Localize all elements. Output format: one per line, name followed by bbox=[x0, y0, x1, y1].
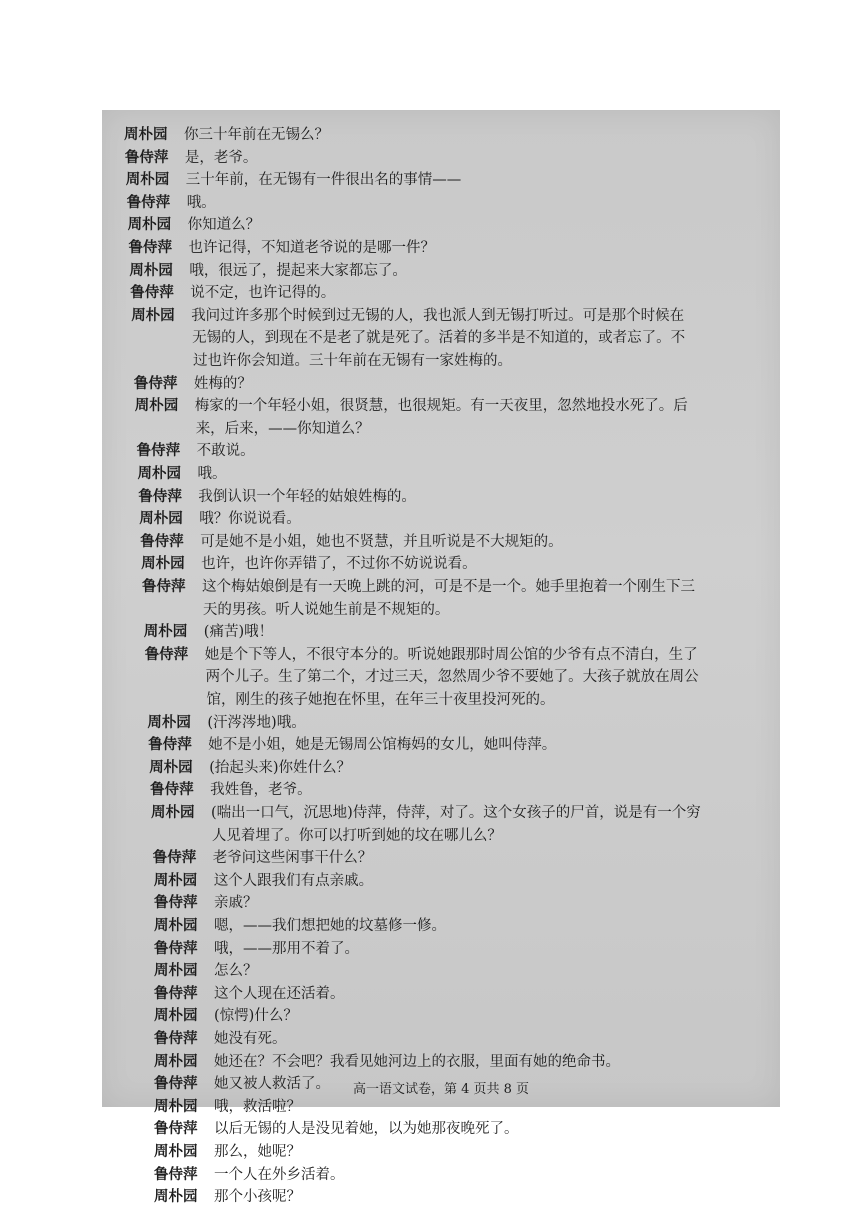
speech-text: 说不定，也许记得的。 bbox=[190, 285, 336, 302]
speaker-name: 周朴园 bbox=[139, 510, 183, 528]
page-footer: 高一语文试卷，第 4 页共 8 页 bbox=[352, 1082, 530, 1097]
speaker-name: 周朴园 bbox=[147, 713, 191, 731]
dialogue-line bbox=[141, 553, 477, 575]
speech-continuation: 馆，刚生的孩子她抱在怀里，在年三十夜里投河死的。 bbox=[206, 692, 555, 708]
speech-text: 老爷问这些闲事干什么？ bbox=[212, 850, 373, 867]
dialogue-line bbox=[145, 644, 698, 666]
speaker-name: 鲁侍萍 bbox=[144, 645, 189, 663]
speaker-name: 周朴园 bbox=[143, 623, 188, 641]
dialogue-line bbox=[154, 960, 258, 982]
speech-text: 她又被人救活了。 bbox=[214, 1076, 330, 1093]
speaker-name: 鲁侍萍 bbox=[124, 148, 169, 166]
speech-text: 哦。 bbox=[197, 466, 227, 482]
dialogue-line bbox=[126, 169, 462, 191]
dialogue-line bbox=[154, 983, 345, 1005]
speaker-name: 鲁侍萍 bbox=[154, 1165, 198, 1183]
speech-text: 是，老爷。 bbox=[184, 149, 258, 166]
speech-text: 她没有死。 bbox=[214, 1031, 287, 1047]
dialogue-line bbox=[127, 192, 216, 214]
speech-text: 哦。 bbox=[186, 194, 216, 211]
dialogue-line bbox=[148, 734, 556, 756]
speech-text: 哦，救活啦？ bbox=[214, 1098, 301, 1115]
speech-text: 那个小孩呢？ bbox=[214, 1189, 301, 1206]
speech-continuation: 过也许你会知道。三十年前在无锡有一家姓梅的。 bbox=[193, 353, 512, 369]
speech-text: 她还在？不会吧？我看见她河边上的衣服，里面有她的绝命书。 bbox=[214, 1053, 620, 1070]
speech-text: 我问过许多那个时候到过无锡的人，我也派人到无锡打听过。可是那个时候在 bbox=[191, 307, 685, 324]
speech-continuation: 天的男孩。听人说她生前是不规矩的。 bbox=[202, 601, 450, 618]
speech-continuation: 无锡的人，到现在不是老了就是死了。活着的多半是不知道的，或者忘了。不 bbox=[192, 330, 686, 347]
speech-text: 你知道么？ bbox=[187, 217, 261, 234]
dialogue-line bbox=[144, 621, 273, 643]
speaker-name: 周朴园 bbox=[131, 306, 175, 324]
speaker-name: 鲁侍萍 bbox=[154, 939, 198, 957]
speech-text: 怎么？ bbox=[214, 963, 258, 980]
dialogue-line bbox=[154, 1186, 301, 1208]
speaker-name: 周朴园 bbox=[154, 962, 198, 980]
speaker-name: 鲁侍萍 bbox=[148, 736, 192, 754]
dialogue-line bbox=[154, 1164, 345, 1186]
speech-text: 哦，——那用不着了。 bbox=[214, 940, 359, 957]
dialogue-line bbox=[154, 1118, 519, 1140]
speaker-name: 周朴园 bbox=[154, 1052, 198, 1070]
speaker-name: 鲁侍萍 bbox=[152, 849, 197, 867]
speaker-name: 周朴园 bbox=[151, 804, 195, 821]
dialogue-line bbox=[154, 1096, 301, 1118]
speech-text: 那么，她呢？ bbox=[214, 1144, 301, 1160]
dialogue-line bbox=[147, 712, 305, 734]
speech-text: 以后无锡的人是没见着她，以为她那夜晚死了。 bbox=[214, 1121, 519, 1138]
dialogue-line bbox=[154, 1005, 298, 1027]
speech-text: 这个人跟我们有点亲戚。 bbox=[213, 872, 374, 889]
speech-continuation: 两个儿子。生了第二个，才过三天，忽然周少爷不要她了。大孩子就放在周公 bbox=[205, 669, 699, 686]
speaker-name: 鲁侍萍 bbox=[150, 781, 194, 799]
speech-text: (痛苦)哦！ bbox=[203, 624, 274, 641]
speech-text: (抬起头来)你姓什么？ bbox=[209, 759, 352, 776]
dialogue-line bbox=[154, 1028, 287, 1050]
speech-text: 这个梅姑娘倒是有一天晚上跳的河，可是不是一个。她手里抱着一个刚生下三 bbox=[202, 579, 695, 595]
dialogue-line bbox=[140, 531, 563, 553]
speech-text: 她是个下等人，不很守本分的。听说她跟那时周公馆的少爷有点不清白，生了 bbox=[204, 646, 698, 663]
dialogue-line bbox=[129, 260, 407, 282]
scanned-exam-page bbox=[102, 110, 780, 1206]
dialogue-line bbox=[154, 892, 258, 914]
dialogue-line bbox=[149, 757, 351, 779]
speaker-name: 周朴园 bbox=[154, 1143, 198, 1160]
speaker-name: 鲁侍萍 bbox=[154, 1120, 198, 1138]
speaker-name: 周朴园 bbox=[127, 216, 172, 234]
dialogue-line bbox=[131, 305, 684, 327]
dialogue-line bbox=[153, 847, 373, 869]
speaker-name: 周朴园 bbox=[124, 126, 168, 143]
speaker-name: 周朴园 bbox=[153, 871, 198, 889]
speech-text: (惊愕)什么？ bbox=[214, 1008, 298, 1025]
dialogue-line bbox=[134, 373, 252, 395]
dialogue-line bbox=[139, 508, 301, 530]
speech-text: (喘出一口气，沉思地)侍萍，侍萍，对了。这个女孩子的尸首，说是有一个穷 bbox=[211, 805, 701, 821]
speaker-name: 周朴园 bbox=[129, 261, 173, 279]
dialogue-line bbox=[137, 440, 255, 462]
dialogue-line bbox=[142, 576, 695, 598]
speech-text: 可是她不是小姐，她也不贤慧，并且听说是不大规矩的。 bbox=[200, 533, 563, 550]
dialogue-line bbox=[154, 1141, 301, 1163]
dialogue-line bbox=[154, 1051, 620, 1073]
speaker-name: 周朴园 bbox=[134, 397, 179, 415]
speaker-name: 鲁侍萍 bbox=[138, 487, 182, 505]
speaker-name: 周朴园 bbox=[154, 1097, 198, 1115]
dialogue-line bbox=[151, 802, 701, 824]
speech-text: 嗯，——我们想把她的坟墓修一修。 bbox=[214, 918, 446, 934]
speaker-name: 鲁侍萍 bbox=[128, 239, 172, 256]
speech-text: 哦，很远了，提起来大家都忘了。 bbox=[189, 262, 407, 279]
speech-text: 亲戚？ bbox=[214, 895, 258, 912]
speaker-name: 周朴园 bbox=[125, 171, 170, 189]
speaker-name: 鲁侍萍 bbox=[142, 578, 186, 595]
speaker-name: 鲁侍萍 bbox=[154, 1075, 198, 1093]
speech-text: 哦？你说说看。 bbox=[199, 511, 301, 528]
speech-text: (汗涔涔地)哦。 bbox=[207, 714, 306, 731]
speaker-name: 周朴园 bbox=[154, 1007, 198, 1025]
speech-text: 也许，也许你弄错了，不过你不妨说说看。 bbox=[201, 556, 477, 573]
speaker-name: 鲁侍萍 bbox=[136, 442, 181, 460]
speech-continuation: 来，后来，——你知道么？ bbox=[195, 420, 370, 437]
speaker-name: 周朴园 bbox=[137, 465, 181, 482]
speaker-name: 周朴园 bbox=[154, 917, 198, 934]
dialogue-line bbox=[135, 395, 688, 417]
speech-text: 三十年前，在无锡有一件很出名的事情—— bbox=[185, 172, 462, 189]
speaker-name: 鲁侍萍 bbox=[133, 374, 178, 392]
dialogue-line bbox=[138, 463, 227, 485]
speaker-name: 鲁侍萍 bbox=[154, 984, 198, 1002]
speech-text: 我倒认识一个年轻的姑娘姓梅的。 bbox=[198, 488, 416, 505]
speech-text: 这个人现在还活着。 bbox=[214, 985, 345, 1002]
dialogue-line bbox=[124, 124, 329, 146]
dialogue-line bbox=[129, 237, 436, 259]
speech-text: 姓梅的？ bbox=[193, 375, 252, 392]
speech-continuation: 人见着埋了。你可以打听到她的坟在哪儿么？ bbox=[211, 827, 502, 844]
speaker-name: 周朴园 bbox=[149, 758, 193, 776]
speech-text: 我姓鲁，老爷。 bbox=[210, 782, 312, 799]
dialogue-line bbox=[128, 214, 261, 236]
speaker-name: 鲁侍萍 bbox=[154, 1030, 198, 1047]
speaker-name: 周朴园 bbox=[141, 555, 185, 573]
speaker-name: 周朴园 bbox=[154, 1188, 198, 1206]
dialogue-line bbox=[154, 915, 446, 937]
speaker-name: 鲁侍萍 bbox=[126, 193, 171, 211]
speaker-name: 鲁侍萍 bbox=[154, 894, 198, 912]
speech-text: 一个人在外乡活着。 bbox=[214, 1166, 345, 1183]
speech-text: 梅家的一个年轻小姐，很贤慧，也很规矩。有一天夜里，忽然地投水死了。后 bbox=[194, 398, 688, 415]
dialogue-line bbox=[138, 486, 416, 508]
dialogue-line bbox=[150, 779, 312, 801]
dialogue-line bbox=[130, 282, 335, 304]
speech-text: 也许记得，不知道老爷说的是哪一件？ bbox=[188, 240, 435, 256]
dialogue-line bbox=[125, 147, 258, 169]
dialogue-line bbox=[154, 870, 374, 892]
speech-text: 不敢说。 bbox=[196, 443, 255, 460]
speaker-name: 鲁侍萍 bbox=[140, 532, 184, 550]
speech-text: 她不是小姐，她是无锡周公馆梅妈的女儿，她叫侍萍。 bbox=[208, 737, 557, 754]
speech-text: 你三十年前在无锡么？ bbox=[184, 127, 329, 143]
dialogue-line bbox=[154, 938, 359, 960]
speaker-name: 鲁侍萍 bbox=[130, 284, 174, 302]
